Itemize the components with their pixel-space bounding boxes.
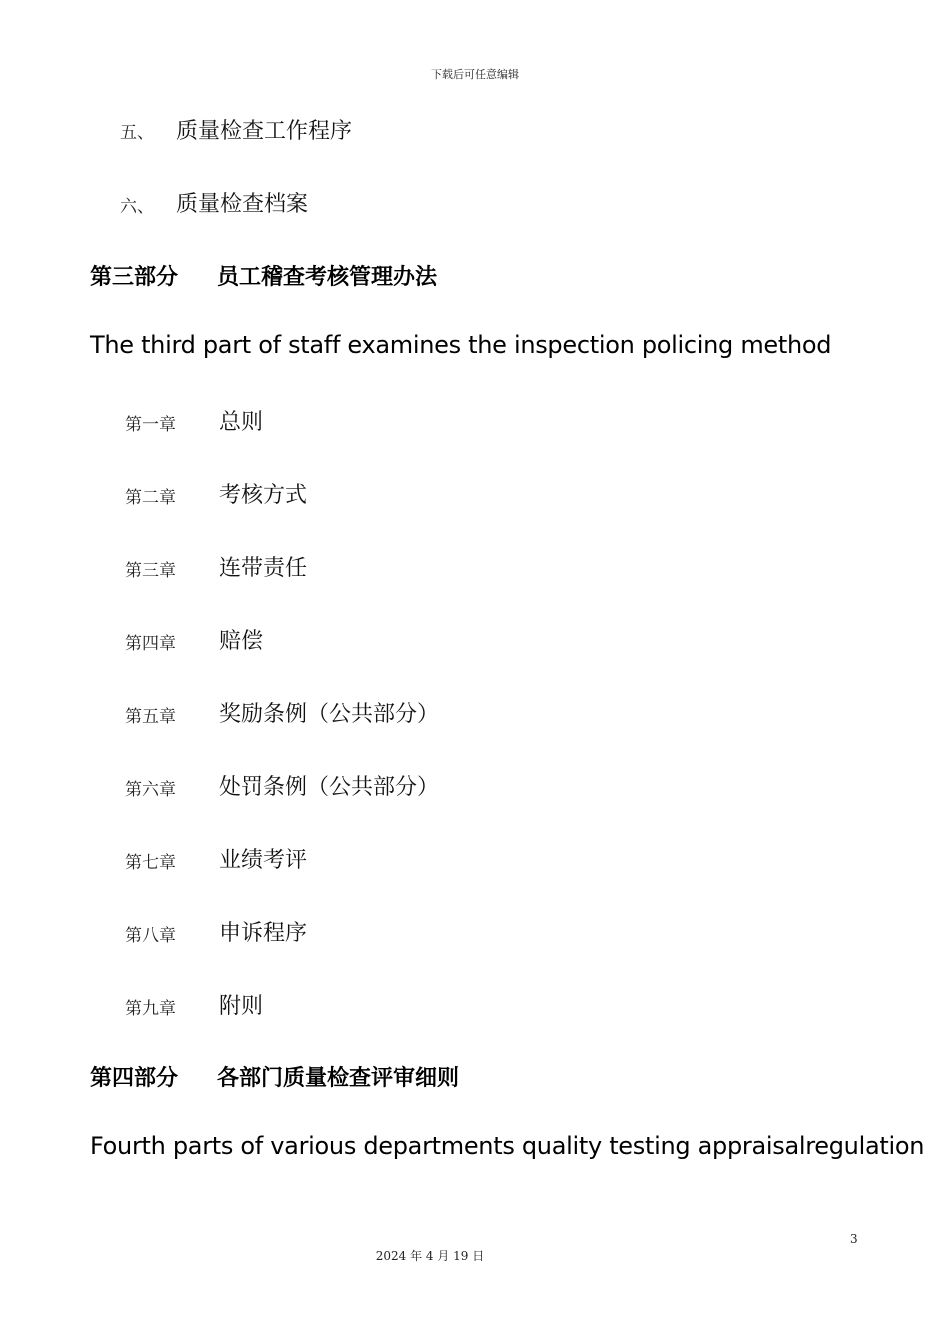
chapter-number: 第二章	[125, 488, 176, 508]
chapter-number: 第五章	[125, 707, 176, 727]
chapter-title: 申诉程序	[219, 921, 308, 946]
part-label: 第三部分	[90, 265, 179, 290]
chapter-title: 赔偿	[219, 629, 264, 654]
part-english-title: Fourth parts of various departments quality testing appraisalregulation	[90, 1132, 925, 1160]
page-number: 3	[850, 1232, 858, 1246]
section-title: 质量检查工作程序	[176, 119, 353, 144]
chapter-number: 第七章	[125, 853, 176, 873]
part-title: 员工稽查考核管理办法	[217, 265, 438, 290]
page-header: 下载后可任意编辑	[431, 68, 519, 81]
part-title: 各部门质量检查评审细则	[217, 1066, 460, 1091]
section-title: 质量检查档案	[176, 192, 309, 217]
chapter-title: 连带责任	[219, 556, 308, 581]
section-number: 六、	[120, 197, 154, 217]
chapter-number: 第六章	[125, 780, 176, 800]
chapter-number: 第一章	[125, 415, 176, 435]
chapter-title: 处罚条例（公共部分）	[219, 775, 440, 800]
chapter-number: 第九章	[125, 999, 176, 1019]
chapter-number: 第八章	[125, 926, 176, 946]
chapter-title: 总则	[219, 410, 264, 435]
section-number: 五、	[120, 123, 154, 143]
part-label: 第四部分	[90, 1066, 179, 1091]
chapter-title: 附则	[219, 994, 264, 1019]
chapter-title: 奖励条例（公共部分）	[219, 702, 440, 727]
page-footer-date: 2024 年 4 月 19 日	[375, 1249, 485, 1263]
chapter-title: 考核方式	[219, 483, 308, 508]
part-english-title: The third part of staff examines the inspection policing method	[90, 331, 832, 359]
chapter-number: 第四章	[125, 634, 176, 654]
chapter-number: 第三章	[125, 561, 176, 581]
chapter-title: 业绩考评	[219, 848, 308, 873]
